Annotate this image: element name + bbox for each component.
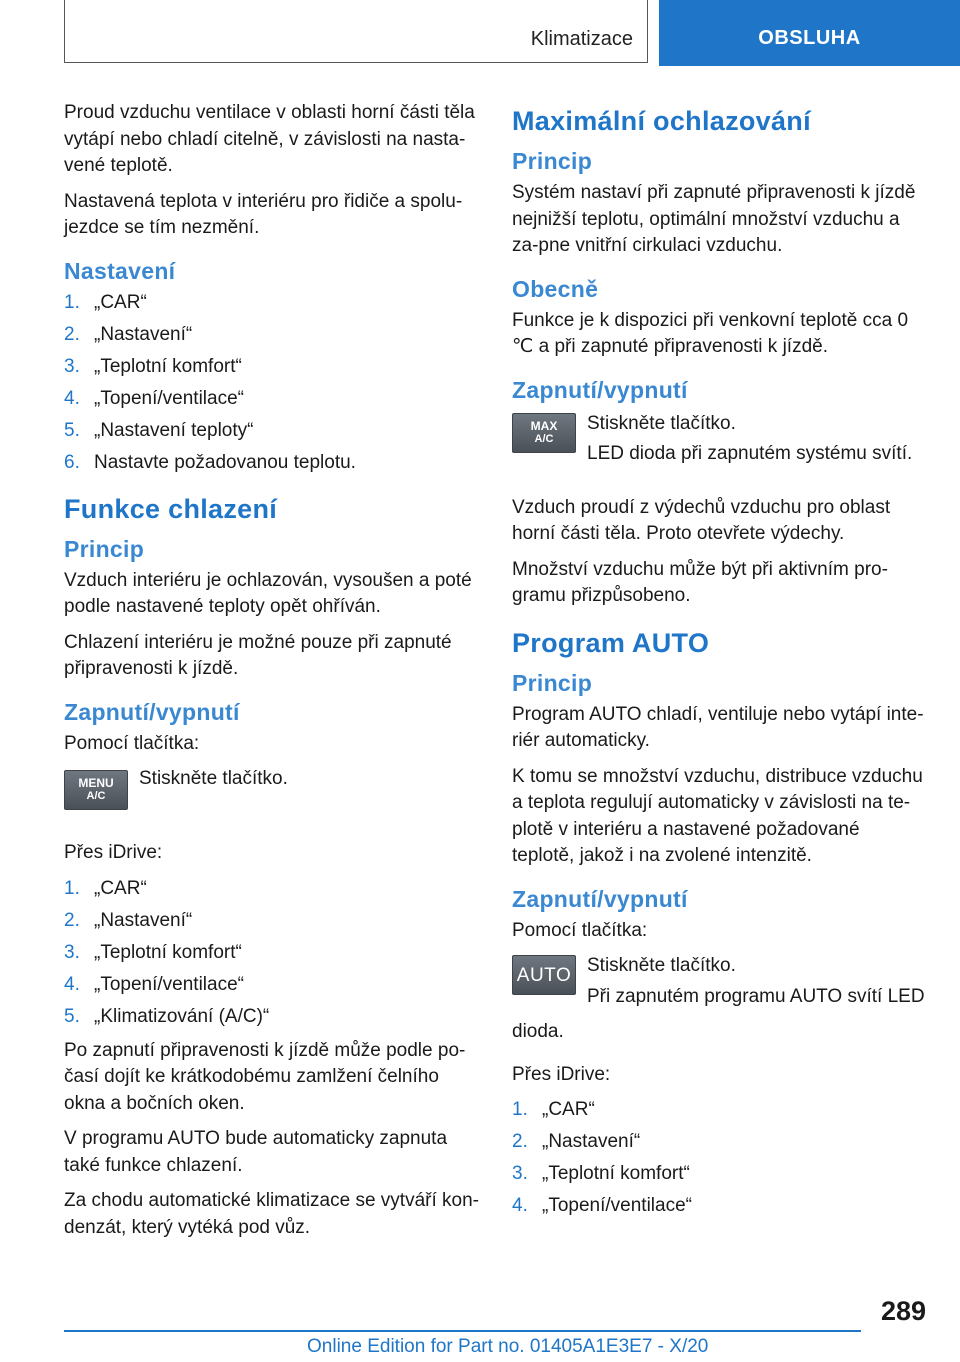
idrive-steps bbox=[64, 876, 479, 1030]
air-paragraph-1: Vzduch proudí z výdechů vzduchu pro oblast horní části těla. Proto otevřete výdechy. bbox=[512, 496, 891, 544]
step-number: 1. bbox=[64, 877, 80, 899]
key-instructions bbox=[587, 411, 927, 468]
nastaveni-heading: Nastavení bbox=[64, 257, 176, 284]
step-text: „CAR“ bbox=[94, 291, 147, 313]
menu-ac-key-icon bbox=[64, 770, 128, 810]
step-number: 1. bbox=[64, 291, 80, 313]
pomoci-tlacitka: Pomocí tlačítka: bbox=[512, 919, 648, 941]
outro-paragraph-3: Za chodu automatické klimatizace se vytváří kon‐denzát, který vytéká pod vůz. bbox=[64, 1190, 480, 1238]
auto-princip-heading: Princip bbox=[512, 669, 593, 696]
step-number: 1. bbox=[512, 1099, 528, 1120]
intro-paragraph-2: Nastavená teplota v interiéru pro řidiče a spolu‐jezdce se tím nezmění. bbox=[64, 190, 463, 238]
list-item bbox=[64, 418, 479, 444]
auto-paragraph-1: Program AUTO chladí, ventiluje nebo vytápí inte‐riér automaticky. bbox=[512, 703, 924, 751]
step-number: 2. bbox=[64, 909, 80, 931]
led-text: Při zapnutém programu AUTO svítí LED bbox=[587, 985, 925, 1007]
list-item bbox=[64, 972, 479, 998]
auto-paragraph-2: K tomu se množství vzduchu, distribuce vzduchu a teplota regulují automaticky v závislosti na te‐plotě v interiéru a nastavené požadované teplotě, jakož i na zvolené intenzitě. bbox=[512, 765, 923, 866]
step-text: „Nastavení“ bbox=[542, 1131, 641, 1152]
step-number: 4. bbox=[512, 1195, 528, 1216]
press-button-text: Stiskněte tlačítko. bbox=[587, 955, 736, 976]
led-text-continuation: dioda. bbox=[512, 1021, 564, 1042]
max-ac-key-icon bbox=[512, 413, 576, 453]
step-number: 4. bbox=[64, 387, 80, 409]
page-number: 289 bbox=[880, 1296, 926, 1326]
section-tab bbox=[64, 0, 648, 63]
auto-zapnuti-heading: Zapnutí/vypnutí bbox=[512, 885, 688, 912]
max-ochlazovani-heading: Maximální ochlazování bbox=[512, 106, 811, 136]
outro-paragraph-2: V programu AUTO bude automaticky zapnuta také funkce chlazení. bbox=[64, 1128, 448, 1176]
list-item bbox=[64, 1004, 479, 1030]
step-text: „Nastavení“ bbox=[94, 909, 193, 931]
step-text: „Teplotní komfort“ bbox=[94, 941, 242, 963]
key-label: A/C bbox=[86, 790, 106, 802]
step-text: „CAR“ bbox=[94, 877, 147, 899]
step-number: 6. bbox=[64, 451, 80, 473]
page-header bbox=[0, 0, 960, 66]
list-item bbox=[64, 386, 479, 412]
step-text: „Nastavení“ bbox=[94, 323, 193, 345]
right-column bbox=[512, 100, 927, 1227]
key-label: A/C bbox=[534, 432, 554, 445]
section-title: Klimatizace bbox=[530, 28, 633, 50]
key-label: MENU bbox=[78, 776, 114, 790]
step-number: 5. bbox=[64, 1005, 80, 1027]
funkce-chlazeni-heading: Funkce chlazení bbox=[64, 493, 278, 524]
obecne-heading: Obecně bbox=[512, 275, 599, 302]
key-instructions bbox=[587, 953, 927, 1010]
step-number: 3. bbox=[512, 1163, 528, 1184]
key-instructions bbox=[139, 766, 479, 793]
auto-key-row bbox=[512, 953, 927, 1015]
step-number: 3. bbox=[64, 355, 80, 377]
list-item bbox=[512, 1193, 927, 1219]
princip-paragraph-2: Chlazení interiéru je možné pouze při zapnuté připravenosti k jízdě. bbox=[64, 631, 452, 679]
step-text: Nastavte požadovanou teplotu. bbox=[94, 451, 356, 473]
press-button-text: Stiskněte tlačítko. bbox=[139, 768, 288, 789]
princip-paragraph: Systém nastaví při zapnuté připravenosti k jízdě nejnižší teplotu, optimální množství vzduchu a za‐pne vnitřní cirkulaci vzduchu. bbox=[512, 182, 916, 256]
step-text: „Topení/ventilace“ bbox=[94, 973, 244, 995]
zapnuti-heading: Zapnutí/vypnutí bbox=[512, 376, 688, 403]
idrive-label: Přes iDrive: bbox=[64, 842, 163, 863]
step-number: 5. bbox=[64, 419, 80, 441]
list-item bbox=[64, 908, 479, 934]
step-number: 2. bbox=[512, 1131, 528, 1152]
air-paragraph-2: Množství vzduchu může být při aktivním pro‐gramu přizpůsobeno. bbox=[512, 558, 888, 606]
step-text: „Teplotní komfort“ bbox=[94, 355, 242, 377]
step-text: „Klimatizování (A/C)“ bbox=[94, 1005, 270, 1027]
key-label: AUTO bbox=[516, 964, 572, 986]
list-item bbox=[64, 940, 479, 966]
princip-paragraph-1: Vzduch interiéru je ochlazován, vysoušen a poté podle nastavené teploty opět ohříván. bbox=[64, 569, 472, 617]
step-number: 2. bbox=[64, 323, 80, 345]
step-text: „CAR“ bbox=[542, 1099, 595, 1120]
menu-ac-key-row bbox=[64, 766, 479, 828]
edition-footer bbox=[307, 1336, 708, 1358]
step-text: „Topení/ventilace“ bbox=[94, 387, 244, 409]
pomoci-tlacitka: Pomocí tlačítka: bbox=[64, 732, 200, 754]
idrive-steps bbox=[512, 1097, 927, 1219]
list-item bbox=[512, 1161, 927, 1187]
edition-text: Online Edition for Part no. 01405A1E3E7 - X/20 bbox=[307, 1336, 709, 1357]
program-auto-heading: Program AUTO bbox=[512, 627, 710, 658]
list-item bbox=[512, 1097, 927, 1123]
step-number: 4. bbox=[64, 973, 80, 995]
step-text: „Nastavení teploty“ bbox=[94, 419, 254, 441]
intro-paragraph-1: Proud vzduchu ventilace v oblasti horní části těla vytápí nebo chladí citelně, v závislosti na nasta‐vené teplotě. bbox=[64, 102, 475, 176]
list-item bbox=[64, 290, 479, 316]
nastaveni-steps bbox=[64, 290, 479, 476]
list-item bbox=[512, 1129, 927, 1155]
led-text: LED dioda při zapnutém systému svítí. bbox=[587, 443, 913, 464]
left-column bbox=[64, 100, 479, 1250]
idrive-label: Přes iDrive: bbox=[512, 1063, 611, 1085]
auto-key-icon bbox=[512, 955, 576, 995]
chapter-tab: OBSLUHA bbox=[659, 0, 960, 66]
footer-divider bbox=[64, 1330, 861, 1332]
step-text: „Topení/ventilace“ bbox=[542, 1195, 692, 1216]
obecne-paragraph: Funkce je k dispozici při venkovní teplotě cca 0 ℃ a při zapnuté připravenosti k jízdě. bbox=[512, 309, 909, 357]
list-item bbox=[64, 354, 479, 380]
princip-heading: Princip bbox=[512, 148, 593, 174]
max-ac-key-row bbox=[512, 411, 927, 483]
outro-paragraph-1: Po zapnutí připravenosti k jízdě může podle po‐časí dojít ke krátkodobému zamlžení čelního okna a bočních oken. bbox=[64, 1039, 466, 1114]
key-label: MAX bbox=[530, 418, 558, 433]
list-item bbox=[64, 876, 479, 902]
step-text: „Teplotní komfort“ bbox=[542, 1163, 690, 1184]
princip-heading: Princip bbox=[64, 535, 145, 562]
list-item bbox=[64, 322, 479, 348]
zapnuti-heading: Zapnutí/vypnutí bbox=[64, 698, 240, 725]
press-button-text: Stiskněte tlačítko. bbox=[587, 412, 736, 434]
list-item bbox=[64, 450, 479, 476]
step-number: 3. bbox=[64, 941, 80, 963]
